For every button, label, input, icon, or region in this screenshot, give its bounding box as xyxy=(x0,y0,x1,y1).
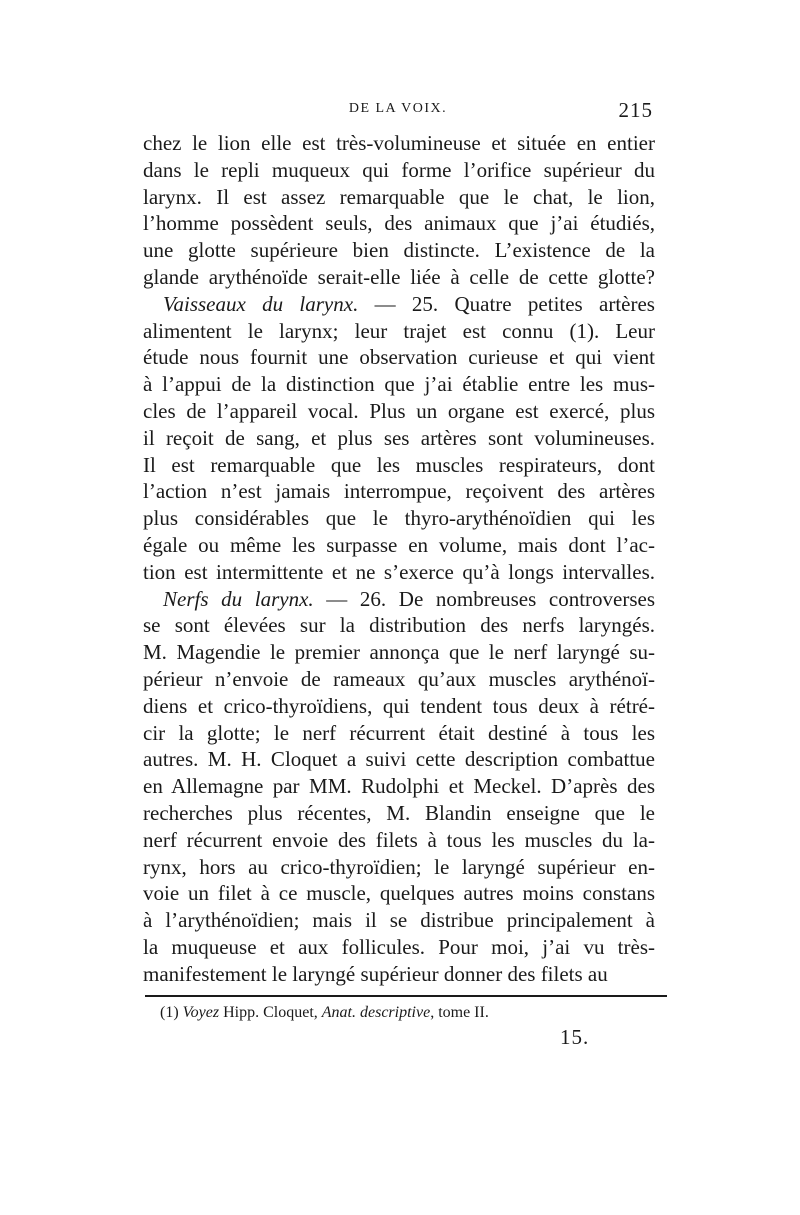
text-line: glande arythénoïde serait-elle liée à celle de cette glotte? xyxy=(143,264,655,289)
footnote-rule xyxy=(145,995,667,997)
text-line: recherches plus récentes, M. Blandin enseigne que le xyxy=(143,800,655,825)
footnote-italic-title: Anat. descriptive xyxy=(321,1004,431,1021)
running-title: DE LA VOIX. xyxy=(348,101,448,116)
text-line: il reçoit de sang, et plus ses artères sont volumineuses. xyxy=(143,425,655,450)
text-line: alimentent le larynx; leur trajet est connu (1). Leur xyxy=(143,318,655,343)
text-line: à l’arythénoïdien; mais il se distribue principalement à xyxy=(143,908,655,933)
text-line: autres. M. H. Cloquet a suivi cette description combattue xyxy=(143,747,655,772)
footnote-italic-lead: Voyez xyxy=(182,1004,220,1021)
text-line: tion est intermittente et ne s’exerce qu’à longs intervalles. xyxy=(143,559,655,584)
footnote-marker: (1) xyxy=(160,1004,179,1021)
signature-mark: 15. xyxy=(560,1025,590,1049)
section-26-rest: — 26. De nombreuses controverses xyxy=(313,586,655,611)
text-line: chez le lion elle est très-volumineuse et située en entier xyxy=(143,131,655,155)
section-25-rest: — 25. Quatre petites artères xyxy=(358,291,655,316)
text-line: l’homme possèdent seuls, des animaux que j’ai étudiés, xyxy=(143,211,655,236)
text-line: plus considérables que le thyro-arythénoïdien qui les xyxy=(143,506,655,531)
text-line: cir la glotte; le nerf récurrent était destiné à tous les xyxy=(143,720,655,745)
body-text xyxy=(143,130,655,988)
footnote-tail: , tome II. xyxy=(430,1004,489,1021)
running-head xyxy=(143,98,653,123)
text-line: rynx, hors au crico-thyroïdien; le laryngé supérieur en- xyxy=(143,854,655,879)
section-26-line xyxy=(143,586,655,613)
text-line: M. Magendie le premier annonça que le nerf laryngé su- xyxy=(143,640,655,665)
text-line: nerf récurrent envoie des filets à tous les muscles du la- xyxy=(143,827,655,852)
text-line: manifestement le laryngé supérieur donner des filets au xyxy=(143,961,608,986)
footnote-mid: Hipp. Cloquet, xyxy=(219,1004,322,1021)
text-line: une glotte supérieure bien distincte. L’existence de la xyxy=(143,238,655,263)
footnote xyxy=(160,1004,489,1022)
text-line: se sont élevées sur la distribution des nerfs laryngés. xyxy=(143,613,655,638)
text-line: l’action n’est jamais interrompue, reçoivent des artères xyxy=(143,479,655,504)
text-line: la muqueuse et aux follicules. Pour moi, j’ai vu très- xyxy=(143,934,655,959)
text-line: voie un filet à ce muscle, quelques autres moins constans xyxy=(143,881,655,906)
text-line: dans le repli muqueux qui forme l’orifice supérieur du xyxy=(143,157,655,182)
text-line: égale ou même les surpasse en volume, mais dont l’ac- xyxy=(143,532,655,557)
text-line: Il est remarquable que les muscles respirateurs, dont xyxy=(143,452,655,477)
text-line: périeur n’envoie de rameaux qu’aux muscles arythénoï- xyxy=(143,666,655,691)
text-line: larynx. Il est assez remarquable que le chat, le lion, xyxy=(143,184,655,209)
section-26-heading: Nerfs du larynx. xyxy=(163,586,314,611)
page-number: 215 xyxy=(618,98,653,122)
text-line: diens et crico-thyroïdiens, qui tendent tous deux à rétré- xyxy=(143,693,655,718)
text-line: à l’appui de la distinction que j’ai établie entre les mus- xyxy=(143,372,655,397)
section-25-heading: Vaisseaux du larynx. xyxy=(163,291,359,316)
section-25-line xyxy=(143,291,655,318)
text-line: étude nous fournit une observation curieuse et qui vient xyxy=(143,345,655,370)
text-line: en Allemagne par MM. Rudolphi et Meckel. D’après des xyxy=(143,774,655,799)
text-line: cles de l’appareil vocal. Plus un organe est exercé, plus xyxy=(143,398,655,423)
